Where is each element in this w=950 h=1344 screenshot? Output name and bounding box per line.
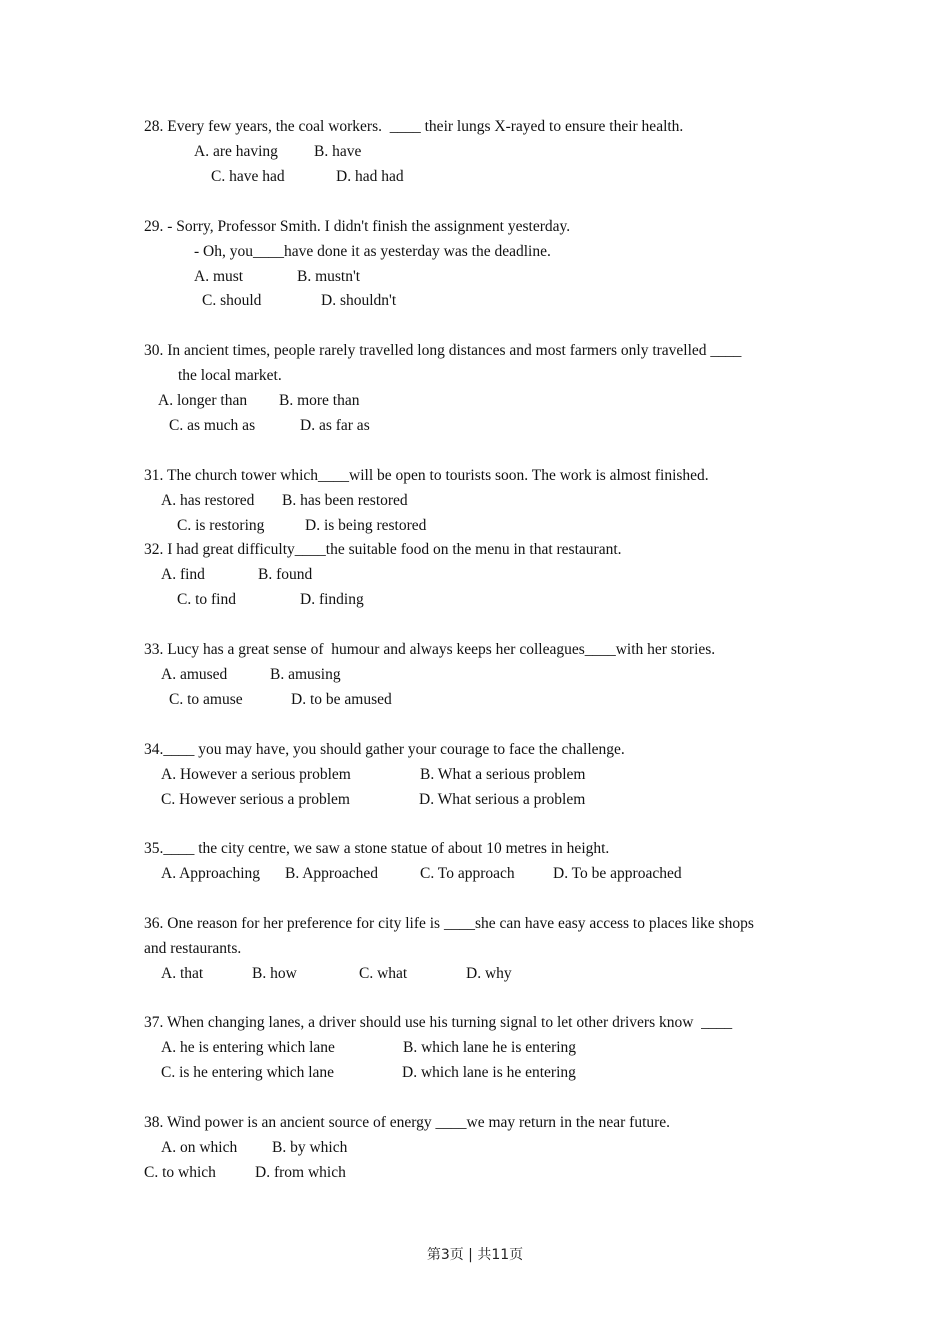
option-b: B. found xyxy=(258,566,313,583)
option-a: A. amused xyxy=(161,666,228,683)
option-b: B. Approached xyxy=(285,865,378,882)
page-footer: 第3页 | 共11页 xyxy=(426,1247,524,1263)
option-b: B. mustn't xyxy=(297,268,361,285)
option-d: D. finding xyxy=(300,591,364,608)
option-b: B. have xyxy=(314,143,362,160)
option-c: C. to amuse xyxy=(169,691,243,708)
question-stem: 31. The church tower which____will be open to tourists soon. The work is almost finished. xyxy=(144,467,709,484)
question-stem: 34.____ you may have, you should gather your courage to face the challenge. xyxy=(144,741,625,758)
option-c: C. However serious a problem xyxy=(161,791,350,808)
option-c: C. to find xyxy=(177,591,236,608)
option-b: B. by which xyxy=(272,1139,348,1156)
option-b: B. amusing xyxy=(270,666,341,683)
question-stem: 35.____ the city centre, we saw a stone statue of about 10 metres in height. xyxy=(144,840,610,857)
option-b: B. which lane he is entering xyxy=(403,1039,577,1056)
question-stem: 38. Wind power is an ancient source of energy ____we may return in the near future. xyxy=(144,1114,671,1131)
question-stem: 32. I had great difficulty____the suitable food on the menu in that restaurant. xyxy=(144,541,622,558)
question-stem: 30. In ancient times, people rarely travelled long distances and most farmers only travelled ____ xyxy=(144,342,742,359)
question-stem: 37. When changing lanes, a driver should use his turning signal to let other drivers know ____ xyxy=(144,1014,733,1031)
option-c: C. what xyxy=(359,965,408,982)
option-c: C. is restoring xyxy=(177,517,265,534)
option-c: C. have had xyxy=(211,168,285,185)
option-b: B. how xyxy=(252,965,297,982)
option-d: D. shouldn't xyxy=(321,292,397,309)
option-d: D. from which xyxy=(255,1164,346,1181)
option-d: D. why xyxy=(466,965,512,982)
question-stem: - Oh, you____have done it as yesterday was the deadline. xyxy=(194,243,551,260)
option-d: D. had had xyxy=(336,168,404,185)
option-c: C. To approach xyxy=(420,865,515,882)
option-d: D. as far as xyxy=(300,417,370,434)
option-a: A. he is entering which lane xyxy=(161,1039,335,1056)
option-a: A. longer than xyxy=(158,392,248,409)
option-d: D. which lane is he entering xyxy=(402,1064,576,1081)
option-c: C. is he entering which lane xyxy=(161,1064,335,1081)
option-d: D. What serious a problem xyxy=(419,791,586,808)
question-stem: 29. - Sorry, Professor Smith. I didn't finish the assignment yesterday. xyxy=(144,218,571,235)
question-stem: the local market. xyxy=(178,367,282,384)
question-stem: and restaurants. xyxy=(144,940,242,957)
option-d: D. is being restored xyxy=(305,517,427,534)
option-b: B. What a serious problem xyxy=(420,766,586,783)
question-stem: 33. Lucy has a great sense of humour and always keeps her colleagues____with her stories. xyxy=(144,641,716,658)
question-stem: 28. Every few years, the coal workers. ____ their lungs X-rayed to ensure their health. xyxy=(144,118,684,135)
option-a: A. that xyxy=(161,965,204,982)
option-a: A. find xyxy=(161,566,205,583)
option-d: D. To be approached xyxy=(553,865,682,882)
option-c: C. to which xyxy=(144,1164,216,1181)
option-a: A. are having xyxy=(194,143,278,160)
option-a: A. must xyxy=(194,268,244,285)
option-a: A. However a serious problem xyxy=(161,766,351,783)
option-a: A. on which xyxy=(161,1139,238,1156)
option-c: C. should xyxy=(202,292,262,309)
option-c: C. as much as xyxy=(169,417,256,434)
option-a: A. Approaching xyxy=(161,865,261,882)
option-d: D. to be amused xyxy=(291,691,392,708)
option-b: B. has been restored xyxy=(282,492,408,509)
option-b: B. more than xyxy=(279,392,360,409)
question-stem: 36. One reason for her preference for city life is ____she can have easy access to places like shops xyxy=(144,915,754,932)
option-a: A. has restored xyxy=(161,492,255,509)
